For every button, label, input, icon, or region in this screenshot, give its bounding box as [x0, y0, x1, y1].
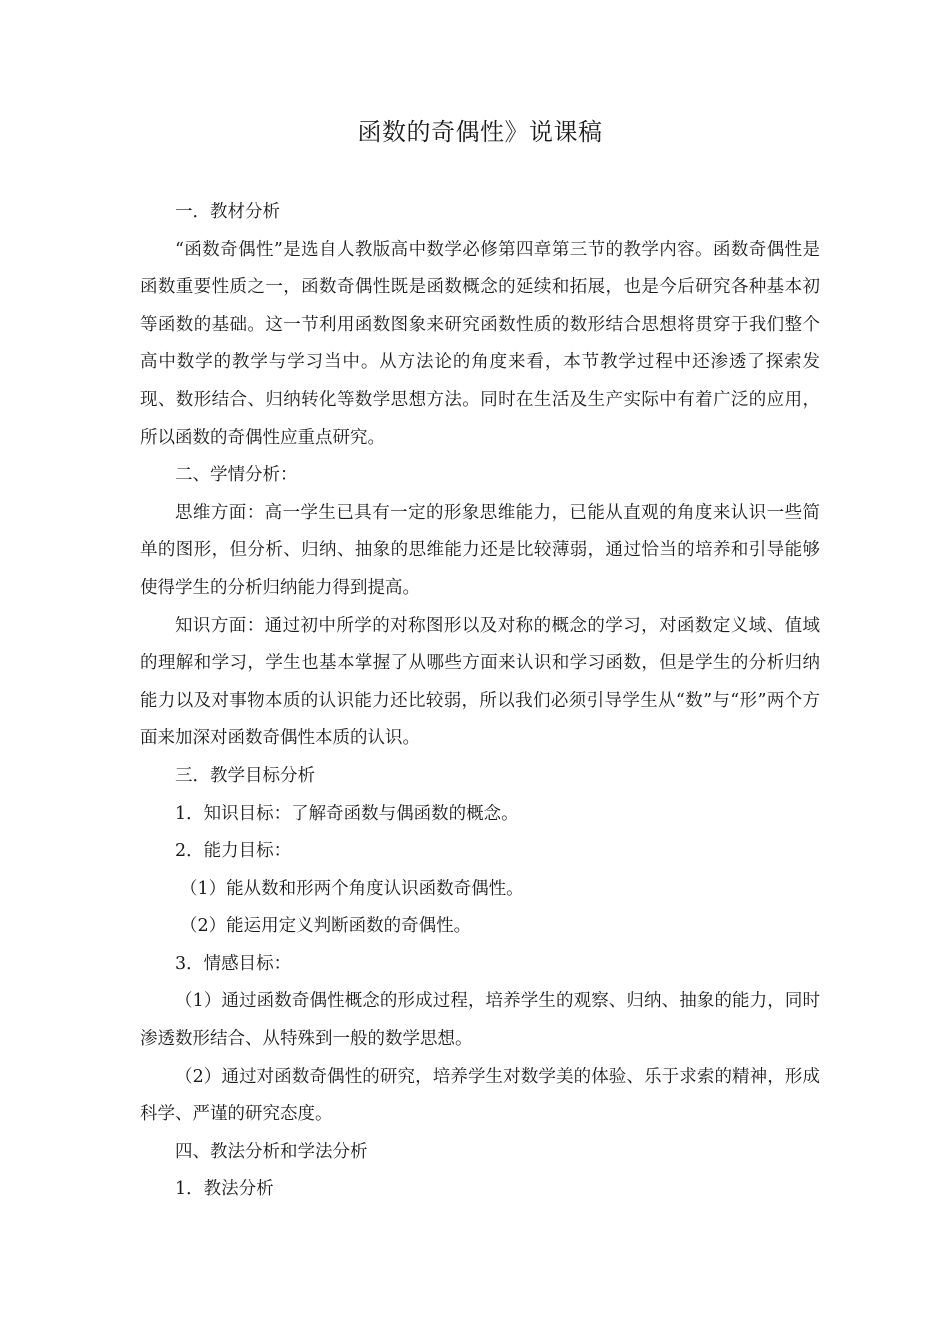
section-heading-teaching-goals: 三．教学目标分析: [175, 765, 315, 786]
goal-emotion-item-1: （1）通过函数奇偶性概念的形成过程，培养学生的观察、归纳、抽象的能力，同时渗透数形结合、从特殊到一般的数学思想。: [140, 991, 820, 1050]
paragraph-thinking: 思维方面：高一学生已具有一定的形象思维能力，已能从直观的角度来认识一些简单的图形，但分析、归纳、抽象的思维能力还是比较薄弱，通过恰当的培养和引导能够使得学生的分析归纳能力得到提高。: [140, 502, 820, 598]
section-heading-student-analysis: 二、学情分析：: [175, 465, 298, 486]
goal-emotion: 3．情感目标：: [175, 953, 292, 974]
section-heading-methods: 四、教法分析和学法分析: [175, 1141, 368, 1162]
goal-knowledge: 1．知识目标：了解奇函数与偶函数的概念。: [175, 803, 519, 824]
section-heading-textbook-analysis: 一．教材分析: [175, 202, 280, 222]
document-title: 函数的奇偶性》说课稿: [357, 118, 603, 146]
subsection-teaching-method: 1．教法分析: [175, 1179, 274, 1200]
document-page: [140, 112, 820, 1209]
paragraph-textbook-analysis: “函数奇偶性”是选自人教版高中数学必修第四章第三节的教学内容。函数奇偶性是函数重要性质之一，函数奇偶性既是函数概念的延续和拓展，也是今后研究各种基本初等函数的基础。这一节利用函数图象来研究函数性质的数形结合思想将贯穿于我们整个高中数学的教学与学习当中。从方法论的角度来看，本节教学过程中还渗透了探索发现、数形结合、归纳转化等数学思想方法。同时在生活及生产实际中有着广泛的应用，所以函数的奇偶性应重点研究。: [140, 239, 820, 448]
goal-ability: 2．能力目标：: [175, 841, 292, 862]
goal-ability-item-1: （1）能从数和形两个角度认识函数奇偶性。: [180, 878, 524, 899]
goal-ability-item-2: （2）能运用定义判断函数的奇偶性。: [180, 916, 472, 937]
paragraph-knowledge: 知识方面：通过初中所学的对称图形以及对称的概念的学习，对函数定义域、值域的理解和学习，学生也基本掌握了从哪些方面来认识和学习函数，但是学生的分析归纳能力以及对事物本质的认识能力还比较弱，所以我们必须引导学生从“数”与“形”两个方面来加深对函数奇偶性本质的认识。: [140, 615, 820, 749]
goal-emotion-item-2: （2）通过对函数奇偶性的研究，培养学生对数学美的体验、乐于求索的精神，形成科学、严谨的研究态度。: [140, 1066, 820, 1125]
